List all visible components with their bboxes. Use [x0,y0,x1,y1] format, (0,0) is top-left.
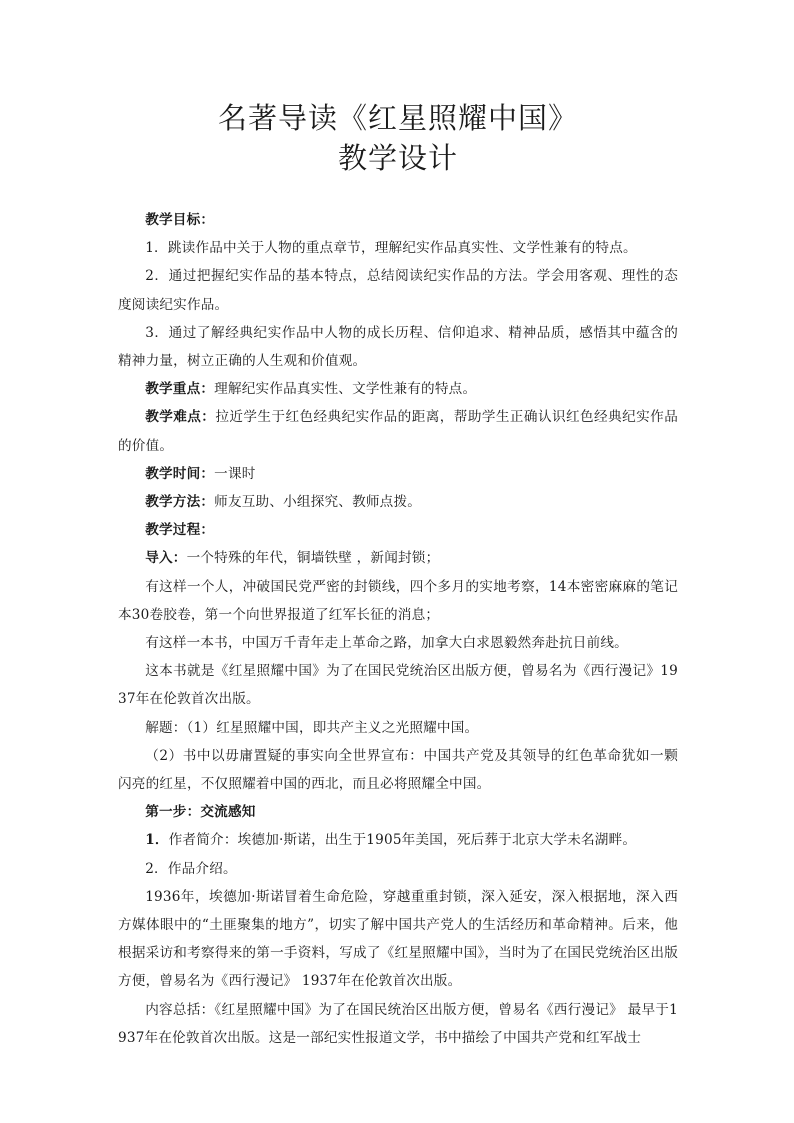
paragraph-text: 有这样一本书，中国万千青年走上革命之路，加拿大白求恩毅然奔赴抗日前线。 [145,635,628,652]
paragraph-introduction [118,544,678,572]
paragraph-label: 导入： [145,550,187,567]
paragraph-text: 1．跳读作品中关于人物的重点章节，理解纪实作品真实性、文学性兼有的特点。 [145,240,637,257]
paragraph-text: 一课时 [214,465,256,482]
paragraph-teaching-method [118,488,678,516]
paragraph-work-intro-heading [118,855,678,883]
paragraph-label: 教学方法： [145,494,215,511]
paragraph-title-explain-2 [118,742,678,798]
paragraph-label: 教学重点： [145,381,215,398]
paragraph-label: 1． [145,832,169,849]
paragraph-teaching-process [118,516,678,544]
paragraph-text: 一个特殊的年代，铜墙铁壁 ，新闻封锁； [186,550,440,567]
title-spacer [118,178,678,206]
paragraph-teaching-time [118,460,678,488]
paragraph-objective-1 [118,234,678,262]
paragraph-label: 第一步：交流感知 [145,804,256,821]
paragraph-label: 教学目标： [145,212,215,228]
paragraph-content-summary [118,996,678,1052]
paragraph-text: 有这样一个人，冲破国民党严密的封锁线，四个多月的实地考察，14本密密麻麻的笔记本30卷胶卷，第一个向世界报道了红军长征的消息； [118,578,678,623]
paragraph-title-explain-1 [118,714,678,742]
paragraph-step-1 [118,798,678,826]
paragraph-objective-2 [118,262,678,318]
paragraph-person [118,573,678,629]
paragraph-teaching-focus [118,375,678,403]
paragraph-work-intro [118,883,678,996]
paragraph-text: 内容总括：《红星照耀中国》为了在国民统治区出版方便，曾易名《西行漫记》 最早于1937年在伦敦首次出版。这是一部纪实性报道文学，书中描绘了中国共产党和红军战士 [118,1001,678,1046]
document-title-line-1: 名著导读《红星照耀中国》 [217,101,578,135]
paragraph-teaching-objectives [118,206,678,234]
paragraph-label: 教学难点： [145,409,216,426]
paragraph-text: 作者简介：埃德加·斯诺，出生于1905年美国，死后葬于北京大学未名湖畔。 [168,832,637,849]
paragraph-text: 2．通过把握纪实作品的基本特点，总结阅读纪实作品的方法。学会用客观、理性的态度阅读纪实作品。 [118,268,678,313]
paragraph-text: 2．作品介绍。 [145,860,237,877]
document-body [118,206,678,1052]
paragraph-text: 3．通过了解经典纪实作品中人物的成长历程、信仰追求、精神品质，感悟其中蕴含的精神力量，树立正确的人生观和价值观。 [118,324,678,370]
paragraph-text: 这本书就是《红星照耀中国》为了在国民党统治区出版方便，曾易名为《西行漫记》1937年在伦敦首次出版。 [118,663,678,708]
paragraph-text: （2）书中以毋庸置疑的事实向全世界宣布：中国共产党及其领导的红色革命犹如一颗闪亮的红星，不仅照耀着中国的西北，而且必将照耀全中国。 [118,747,678,793]
paragraph-label: 教学时间： [145,465,215,482]
paragraph-text: 解题：（1）红星照耀中国，即共产主义之光照耀中国。 [145,719,479,736]
document-title-line-2: 教学设计 [337,141,458,175]
paragraph-text: 师友互助、小组探究、教师点拨。 [214,494,422,511]
paragraph-objective-3 [118,319,678,375]
paragraph-book [118,629,678,657]
paragraph-author-intro [118,826,678,854]
paragraph-text: 理解纪实作品真实性、文学性兼有的特点。 [214,381,477,398]
paragraph-book-name [118,657,678,713]
paragraph-teaching-difficulty [118,403,678,459]
paragraph-text: 1936年，埃德加·斯诺冒着生命危险，穿越重重封锁，深入延安，深入根据地，深入西方媒体眼中的“土匪聚集的地方”，切实了解中国共产党人的生活经历和革命精神。后来，他根据采访和考察得来的第一手资料，写成了《红星照耀中国》，当时为了在国民党统治区出版方便，曾易名为《西行漫记》 1937年在伦敦首次出版。 [118,888,678,990]
paragraph-label: 教学过程： [145,522,215,539]
paragraph-text: 拉近学生于红色经典纪实作品的距离，帮助学生正确认识红色经典纪实作品的价值。 [118,409,678,454]
